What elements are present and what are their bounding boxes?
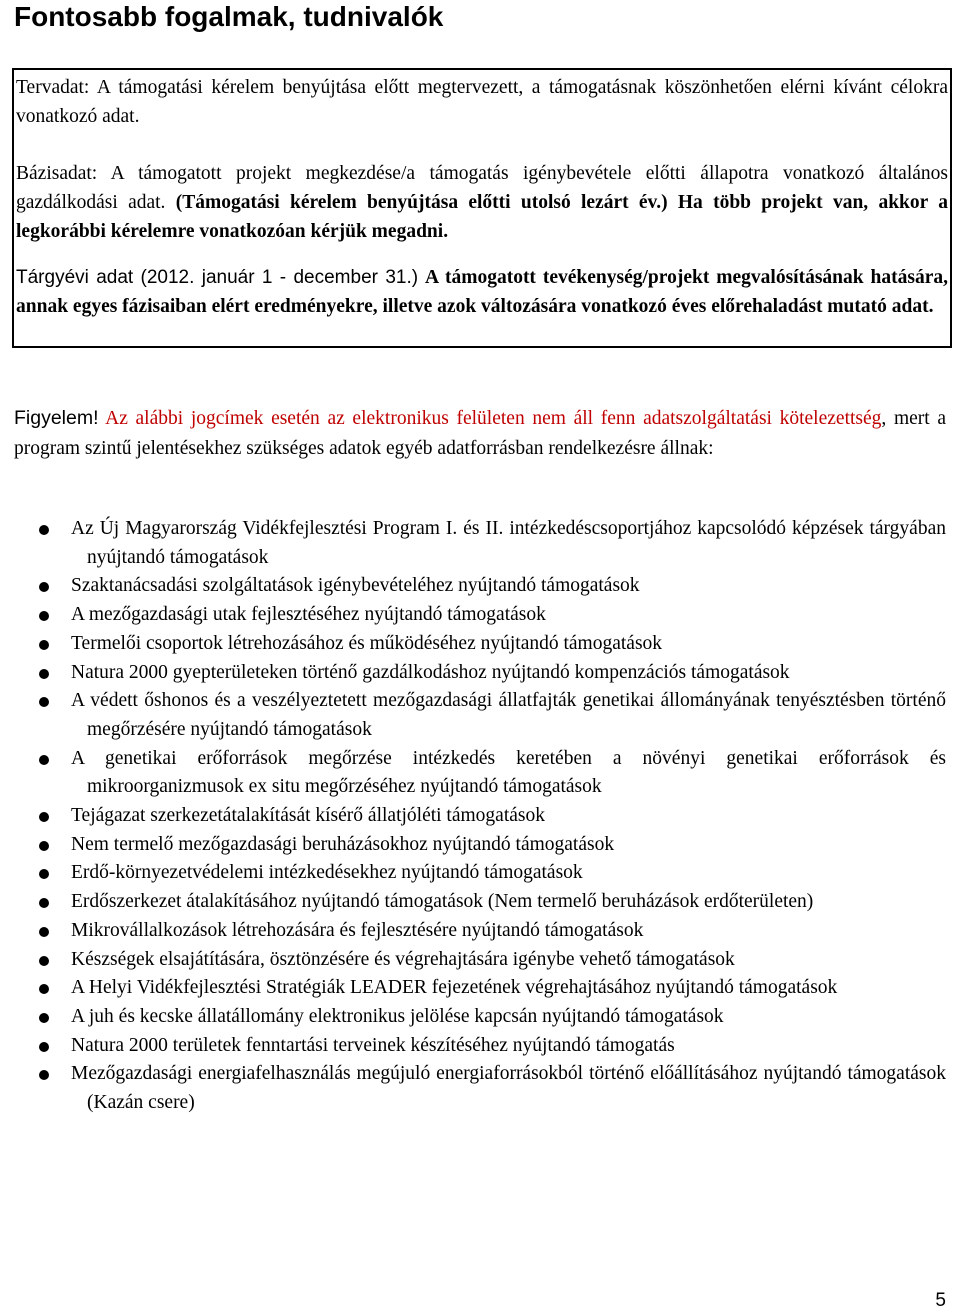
bullet-icon [39, 669, 49, 679]
text-bazisadat-bold: (Támogatási kérelem benyújtása előtti utolsó lezárt év.) Ha több projekt van, akkor a legkorábbi kérelemre vonatkozóan kérjük megadni. [16, 191, 948, 242]
list-item: Termelői csoportok létrehozásához és működéséhez nyújtandó támogatások [14, 630, 946, 659]
bullet-icon [39, 984, 49, 994]
bullet-icon [39, 525, 49, 535]
definition-targyevi [16, 264, 948, 322]
list-item: Az Új Magyarország Vidékfejlesztési Program I. és II. intézkedéscsoportjához kapcsolódó képzések tárgyában nyújtandó támogatások [14, 515, 946, 572]
page-number: 5 [935, 1290, 946, 1311]
list-item: Mikrovállalkozások létrehozására és fejlesztésére nyújtandó támogatások [14, 917, 946, 946]
term-bazisadat: Bázisadat: [16, 163, 98, 184]
bullet-icon [39, 611, 49, 621]
list-item: Natura 2000 gyepterületeken történő gazdálkodáshoz nyújtandó kompenzációs támogatások [14, 659, 946, 688]
definition-bazisadat [16, 160, 948, 246]
list-item: A védett őshonos és a veszélyeztetett mezőgazdasági állatfajták genetikai állományának tenyésztésben történő megőrzésére nyújtandó támogatások [14, 687, 946, 744]
term-tervadat: Tervadat: [16, 77, 90, 98]
list-item: A juh és kecske állatállomány elektronikus jelölése kapcsán nyújtandó támogatások [14, 1003, 946, 1032]
list-item: Szaktanácsadási szolgáltatások igénybevételéhez nyújtandó támogatások [14, 572, 946, 601]
notice-label: Figyelem! [14, 407, 99, 429]
list-item: Erdőszerkezet átalakításához nyújtandó támogatások (Nem termelő beruházások erdőterületen) [14, 888, 946, 917]
exempt-list [14, 515, 946, 1118]
text-targyevi: A támogatott tevékenység/projekt megvalósításának hatására, annak egyes fázisaiban elért eredményekre, illetve azok változására vonatkozó éves előrehaladást mutató adat. [16, 267, 948, 317]
definition-tervadat [16, 74, 948, 132]
list-item: Natura 2000 területek fenntartási terveinek készítéséhez nyújtandó támogatás [14, 1032, 946, 1061]
bullet-icon [39, 1070, 49, 1080]
bullet-icon [39, 582, 49, 592]
bullet-icon [39, 869, 49, 879]
bullet-icon [39, 640, 49, 650]
term-targyevi: Tárgyévi adat (2012. január 1 - december 31.) [16, 267, 419, 288]
page-title: Fontosabb fogalmak, tudnivalók [14, 1, 444, 32]
notice-rest-text: , mert a program szintű jelentésekhez szükséges adatok egyéb adatforrásban rendelkezésre állnak: [14, 408, 947, 459]
definitions-box [12, 68, 952, 348]
list-item: Mezőgazdasági energiafelhasználás megújuló energiaforrásokból történő előállításához nyújtandó támogatások (Kazán csere) [14, 1060, 946, 1117]
list-item: Nem termelő mezőgazdasági beruházásokhoz nyújtandó támogatások [14, 831, 946, 860]
text-tervadat: A támogatási kérelem benyújtása előtt megtervezett, a támogatásnak köszönhetően elérni kívánt célokra vonatkozó adat. [16, 77, 948, 127]
text-bazisadat: A támogatott projekt megkezdése/a támogatás igénybevétele előtti állapotra vonatkozó általános gazdálkodási adat. [16, 163, 948, 213]
bullet-icon [39, 956, 49, 966]
bullet-icon [39, 812, 49, 822]
bullet-icon [39, 927, 49, 937]
list-item: Erdő-környezetvédelemi intézkedésekhez nyújtandó támogatások [14, 859, 946, 888]
list-item: A mezőgazdasági utak fejlesztéséhez nyújtandó támogatások [14, 601, 946, 630]
bullet-icon [39, 1013, 49, 1023]
bullet-icon [39, 697, 49, 707]
list-item: A Helyi Vidékfejlesztési Stratégiák LEADER fejezetének végrehajtásához nyújtandó támogatások [14, 974, 946, 1003]
notice-red-text: Az alábbi jogcímek esetén az elektronikus felületen nem áll fenn adatszolgáltatási kötelezettség [98, 408, 882, 429]
bullet-icon [39, 841, 49, 851]
bullet-icon [39, 1042, 49, 1052]
bullet-icon [39, 898, 49, 908]
list-item: A genetikai erőforrások megőrzése intézkedés keretében a növényi genetikai erőforrások és mikroorganizmusok ex situ megőrzéséhez nyújtandó támogatások [14, 745, 946, 802]
list-item: Tejágazat szerkezetátalakítását kísérő állatjóléti támogatások [14, 802, 946, 831]
list-item: Készségek elsajátítására, ösztönzésére és végrehajtására igénybe vehető támogatások [14, 946, 946, 975]
bullet-icon [39, 755, 49, 765]
notice-paragraph [14, 404, 946, 463]
